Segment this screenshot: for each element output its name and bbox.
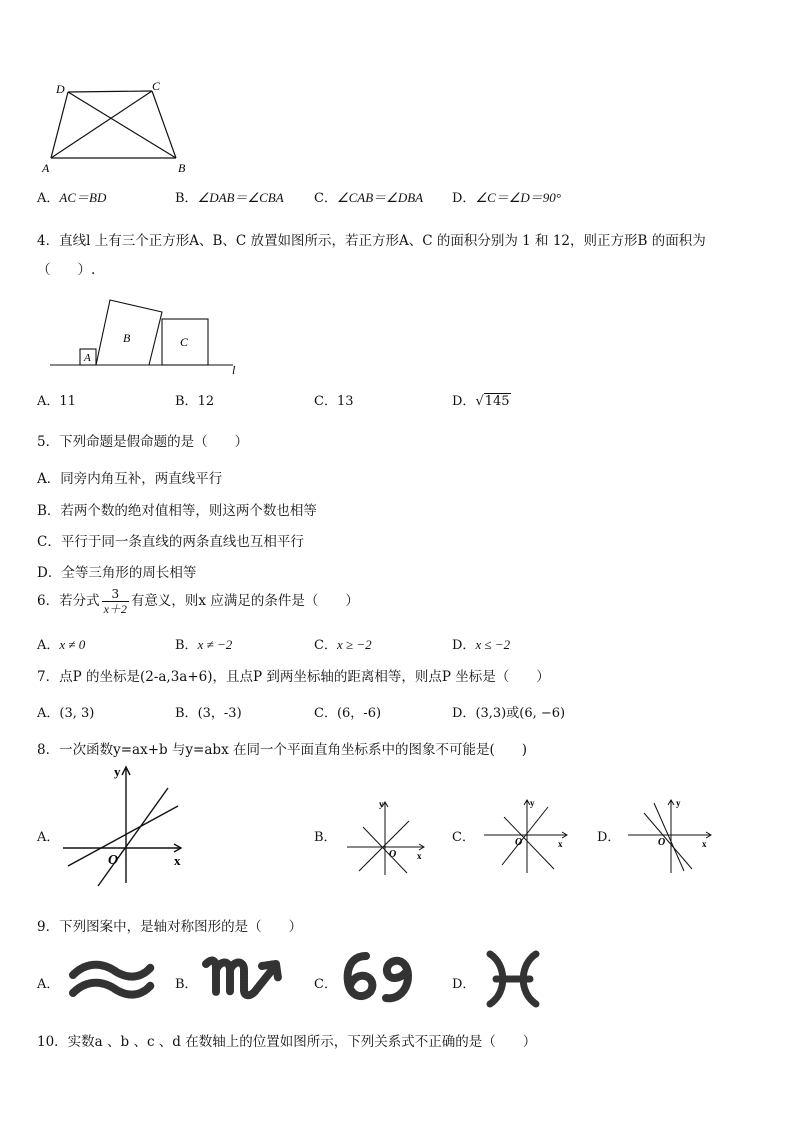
q5-option-d[interactable]: D．全等三角形的周长相等 bbox=[37, 565, 197, 581]
q6-fraction: $\frac{3}{x+2}$ bbox=[103, 587, 127, 616]
q6-option-c[interactable]: C．x ≥ −2 bbox=[314, 637, 372, 653]
q3-label-d: D bbox=[56, 82, 65, 96]
wave-tilde-pattern-icon bbox=[65, 955, 160, 1005]
pisces-sign-pattern-icon bbox=[478, 948, 548, 1010]
scorpio-sign-pattern-icon bbox=[198, 950, 298, 1005]
q8-c-origin-label: O bbox=[515, 837, 523, 848]
q8-graph-a bbox=[60, 763, 195, 888]
q8-option-c-label[interactable]: C． bbox=[452, 830, 475, 845]
q4-option-a[interactable]: A．11 bbox=[37, 394, 76, 409]
q8-c-y-label: y bbox=[530, 798, 535, 808]
q8-a-y-label: y bbox=[114, 764, 121, 779]
q7-option-a[interactable]: A．(3, 3) bbox=[37, 706, 95, 721]
q7-option-c[interactable]: C．(6，-6) bbox=[314, 706, 382, 721]
q8-b-x-label: x bbox=[417, 851, 422, 861]
q3-label-b: B bbox=[178, 161, 186, 175]
q4-label-c: C bbox=[180, 335, 189, 349]
q3-quadrilateral-figure bbox=[36, 78, 196, 178]
q6-stem: 6．若分式 $\frac{3}{x+2}$ 有意义，则x 应满足的条件是（ ） bbox=[37, 587, 359, 616]
q8-graph-c bbox=[482, 795, 572, 875]
q6-option-b[interactable]: B．x ≠ −2 bbox=[175, 637, 233, 653]
q9-stem: 9．下列图案中，是轴对称图形的是（ ） bbox=[37, 919, 303, 935]
q8-option-a-label[interactable]: A． bbox=[37, 830, 60, 845]
q4-stem-line1: 4．直线l 上有三个正方形A、B、C 放置如图所示，若正方形A、C 的面积分别为 1 和 12，则正方形B 的面积为 bbox=[37, 233, 706, 249]
q8-graph-b bbox=[345, 797, 430, 877]
q3-label-a: A bbox=[42, 161, 50, 175]
q3-option-d[interactable]: D．∠C＝∠D＝90° bbox=[452, 190, 562, 206]
q8-stem: 8．一次函数y=ax+b 与y=abx 在同一个平面直角坐标系中的图象不可能是( ) bbox=[37, 742, 528, 758]
q8-d-y-label: y bbox=[676, 798, 681, 808]
q3-option-b[interactable]: B．∠DAB＝∠CBA bbox=[175, 190, 284, 206]
q8-d-origin-label: O bbox=[658, 837, 666, 848]
q9-option-a-label[interactable]: A． bbox=[37, 977, 60, 992]
q5-option-b[interactable]: B．若两个数的绝对值相等，则这两个数也相等 bbox=[37, 503, 317, 519]
sqrt-icon: √ bbox=[475, 394, 484, 409]
q5-stem: 5．下列命题是假命题的是（ ） bbox=[37, 434, 249, 450]
q4-option-c[interactable]: C．13 bbox=[314, 394, 354, 409]
q10-stem: 10．实数a 、b 、c 、d 在数轴上的位置如图所示，下列关系式不正确的是（ ） bbox=[37, 1034, 537, 1050]
q7-option-b[interactable]: B．(3，-3) bbox=[175, 706, 242, 721]
q8-d-x-label: x bbox=[702, 839, 707, 849]
q4-option-b[interactable]: B．12 bbox=[175, 394, 215, 409]
q8-b-y-label: y bbox=[379, 799, 384, 809]
sixty-nine-pattern-icon bbox=[338, 948, 418, 1008]
q6-option-d[interactable]: D．x ≤ −2 bbox=[452, 637, 511, 653]
q3-label-c: C bbox=[152, 79, 161, 93]
q4-option-d[interactable]: D．√145 bbox=[452, 394, 510, 409]
q9-option-b-label[interactable]: B． bbox=[175, 977, 198, 992]
q9-option-c-label[interactable]: C． bbox=[314, 977, 337, 992]
q6-option-a[interactable]: A．x ≠ 0 bbox=[37, 637, 86, 653]
q4-label-a: A bbox=[84, 352, 91, 364]
q8-option-b-label[interactable]: B． bbox=[314, 830, 337, 845]
q8-a-x-label: x bbox=[174, 853, 181, 868]
q5-option-a[interactable]: A．同旁内角互补，两直线平行 bbox=[37, 471, 223, 487]
q8-c-x-label: x bbox=[558, 839, 563, 849]
q4-label-l: l bbox=[232, 363, 236, 376]
q4-squares-figure bbox=[48, 298, 248, 376]
q5-option-c[interactable]: C．平行于同一条直线的两条直线也互相平行 bbox=[37, 534, 304, 550]
q7-option-d[interactable]: D．(3,3)或(6, −6) bbox=[452, 706, 566, 721]
q7-stem: 7．点P 的坐标是(2-a,3a+6)，且点P 到两坐标轴的距离相等，则点P 坐标是（ ） bbox=[37, 669, 550, 685]
q4-label-b: B bbox=[123, 331, 131, 345]
q8-option-d-label[interactable]: D． bbox=[597, 830, 621, 845]
q4-stem-line2: （ ）. bbox=[37, 262, 96, 278]
q3-option-c[interactable]: C．∠CAB＝∠DBA bbox=[314, 190, 424, 206]
q8-graph-d bbox=[626, 795, 716, 875]
q8-b-origin-label: O bbox=[389, 849, 397, 860]
q8-a-origin-label: O bbox=[108, 853, 119, 868]
q3-option-a[interactable]: A．AC＝BD bbox=[37, 190, 107, 206]
q9-option-d-label[interactable]: D． bbox=[452, 977, 476, 992]
